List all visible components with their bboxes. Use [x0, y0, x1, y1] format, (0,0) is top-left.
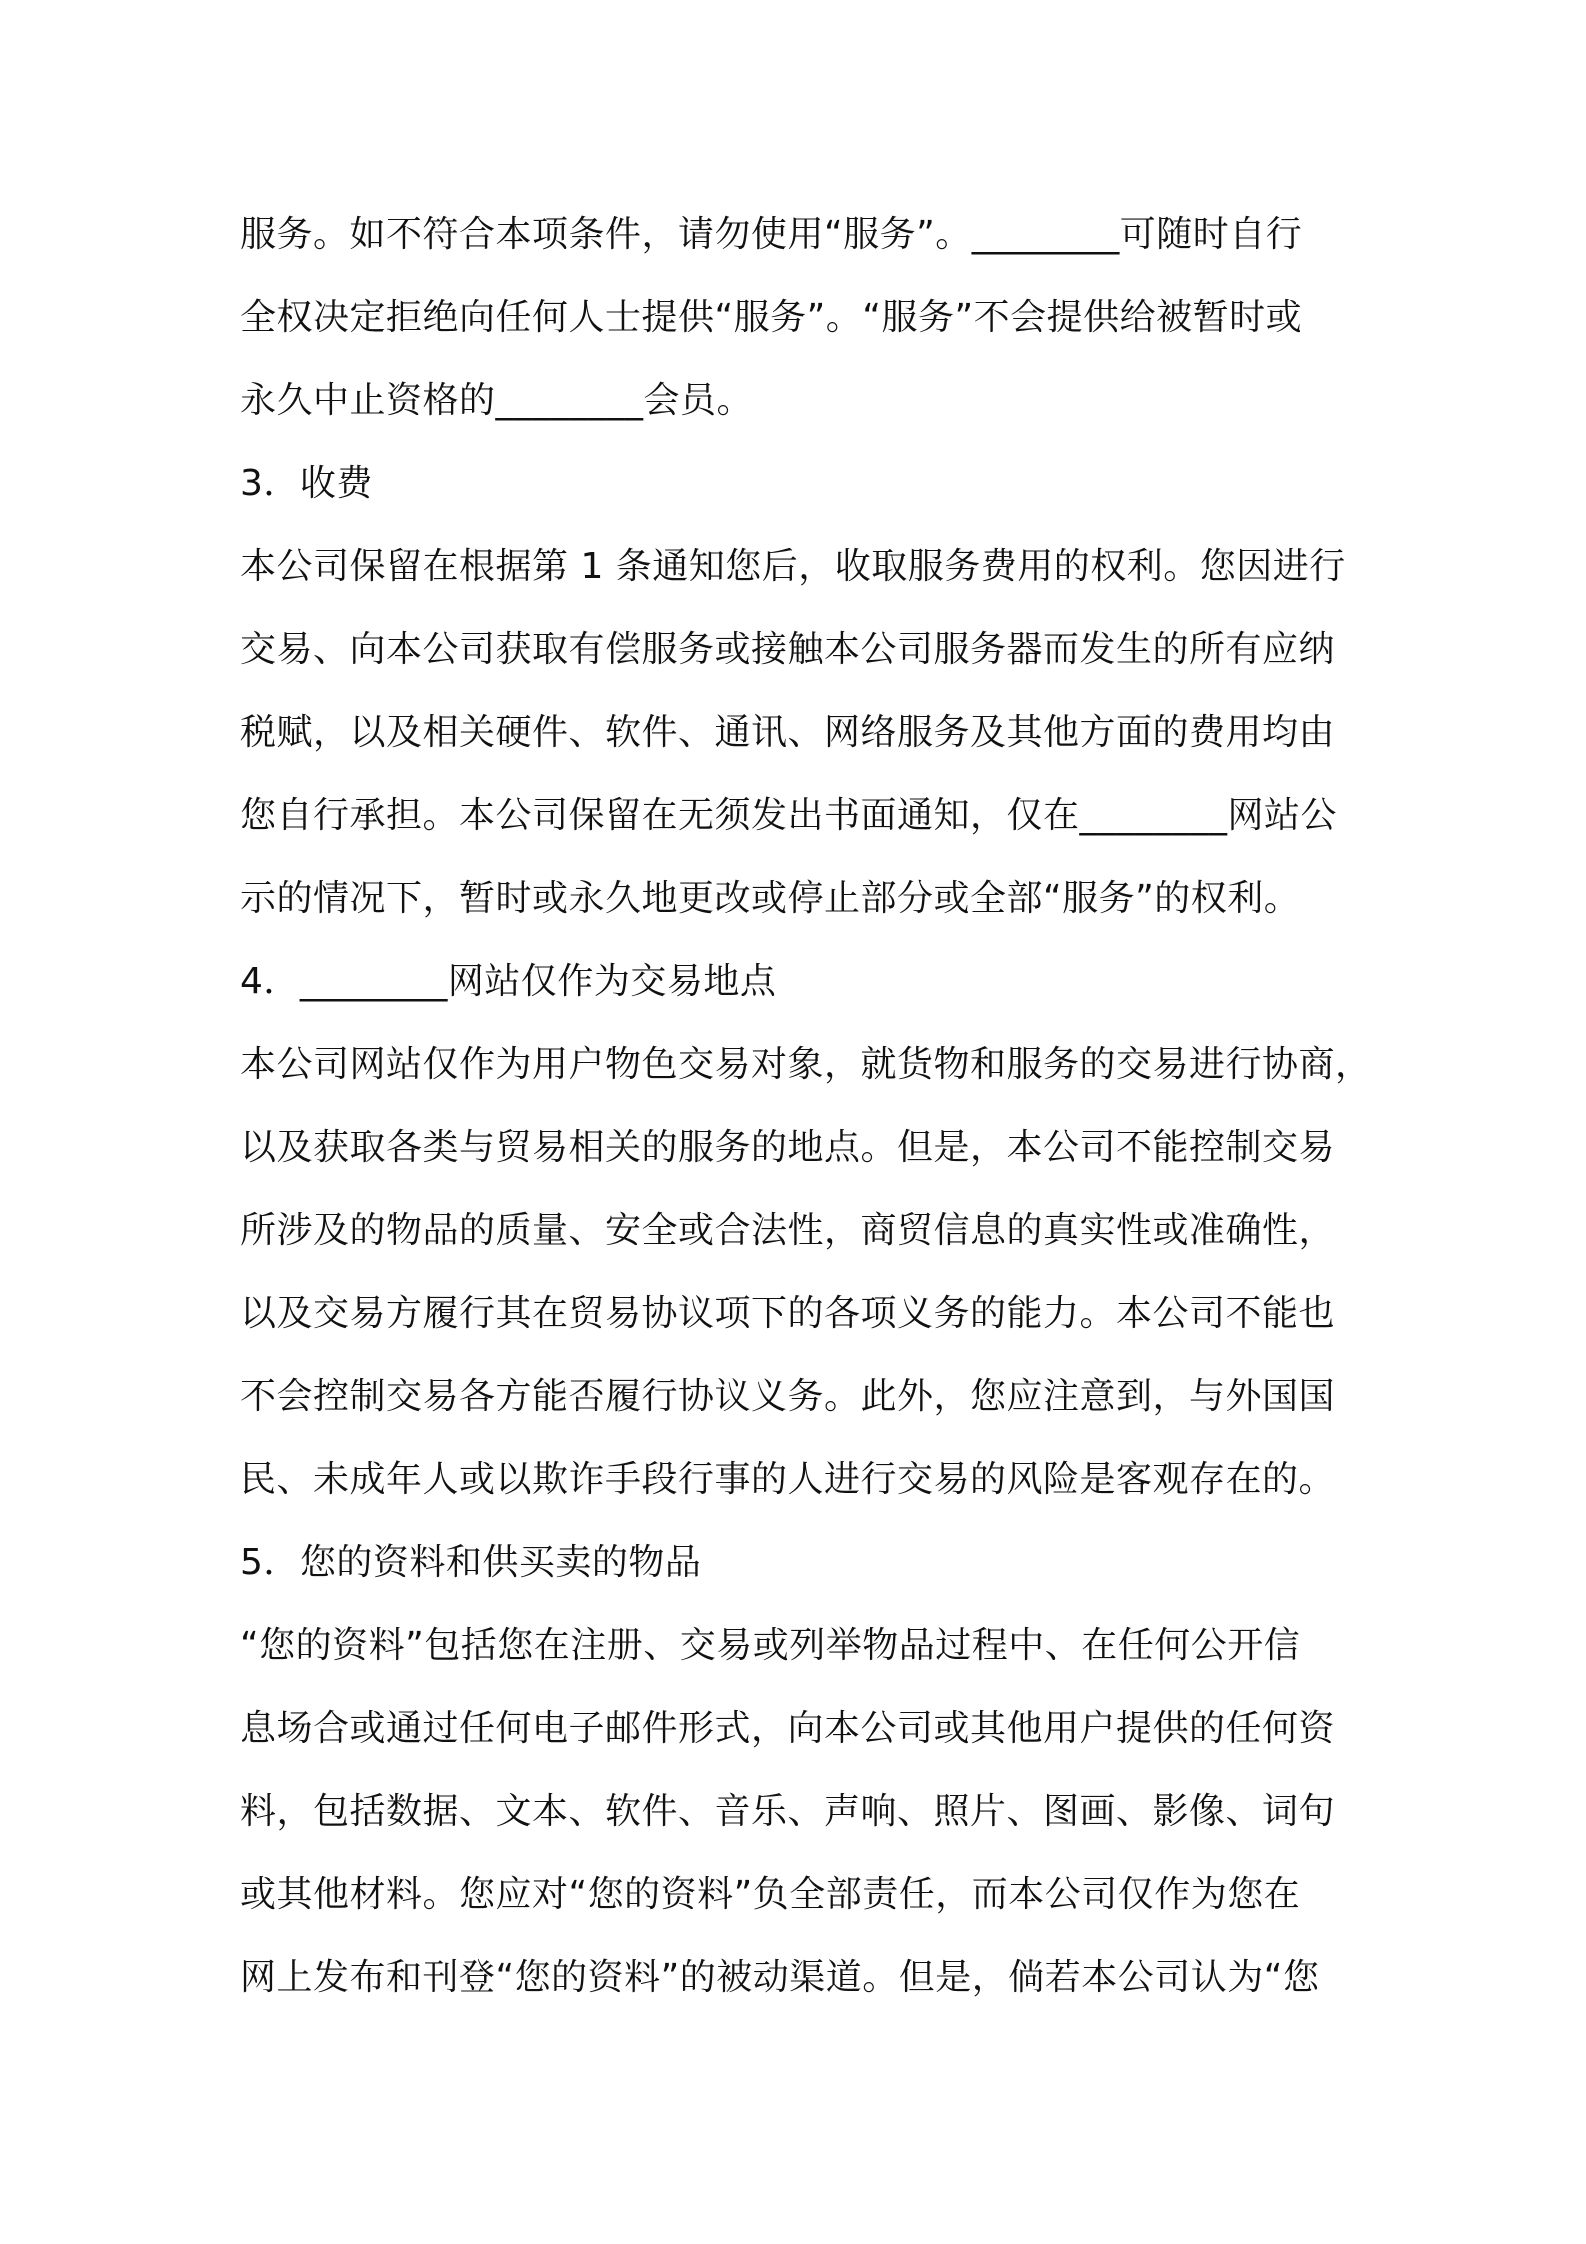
paragraph-line: 息场合或通过任何电子邮件形式，向本公司或其他用户提供的任何资	[240, 1708, 1336, 1749]
paragraph-line: 网上发布和刊登“您的资料”的被动渠道。但是，倘若本公司认为“您	[240, 1957, 1320, 1998]
paragraph-line: 以及交易方履行其在贸易协议项下的各项义务的能力。本公司不能也	[240, 1293, 1336, 1334]
section-heading: 4．________网站仅作为交易地点	[240, 961, 777, 1002]
paragraph-line: 不会控制交易各方能否履行协议义务。此外，您应注意到，与外国国	[240, 1376, 1336, 1417]
paragraph-line: 税赋，以及相关硬件、软件、通讯、网络服务及其他方面的费用均由	[240, 712, 1336, 753]
document-body	[240, 193, 1372, 2019]
paragraph-line: 本公司保留在根据第 1 条通知您后，收取服务费用的权利。您因进行	[240, 546, 1346, 587]
paragraph-line: 全权决定拒绝向任何人士提供“服务”。“服务”不会提供给被暂时或	[240, 297, 1303, 338]
paragraph-line: 以及获取各类与贸易相关的服务的地点。但是，本公司不能控制交易	[240, 1127, 1336, 1168]
paragraph-line: 料，包括数据、文本、软件、音乐、声响、照片、图画、影像、词句	[240, 1791, 1336, 1832]
paragraph-line: 您自行承担。本公司保留在无须发出书面通知，仅在________网站公	[240, 795, 1338, 836]
paragraph-line: 本公司网站仅作为用户物色交易对象，就货物和服务的交易进行协商，	[240, 1044, 1372, 1085]
section-heading: 5．您的资料和供买卖的物品	[240, 1542, 702, 1583]
paragraph-line: 服务。如不符合本项条件，请勿使用“服务”。________可随时自行	[240, 214, 1303, 255]
paragraph-line: 交易、向本公司获取有偿服务或接触本公司服务器而发生的所有应纳	[240, 629, 1336, 670]
paragraph-line: 示的情况下，暂时或永久地更改或停止部分或全部“服务”的权利。	[240, 878, 1301, 919]
paragraph-line: 民、未成年人或以欺诈手段行事的人进行交易的风险是客观存在的。	[240, 1459, 1336, 1500]
paragraph-line: “您的资料”包括您在注册、交易或列举物品过程中、在任何公开信	[240, 1625, 1301, 1666]
paragraph-line: 永久中止资格的________会员。	[240, 380, 754, 421]
paragraph-line: 所涉及的物品的质量、安全或合法性，商贸信息的真实性或准确性，	[240, 1210, 1336, 1251]
paragraph-line: 或其他材料。您应对“您的资料”负全部责任，而本公司仅作为您在	[240, 1874, 1301, 1915]
section-heading: 3．收费	[240, 463, 373, 504]
